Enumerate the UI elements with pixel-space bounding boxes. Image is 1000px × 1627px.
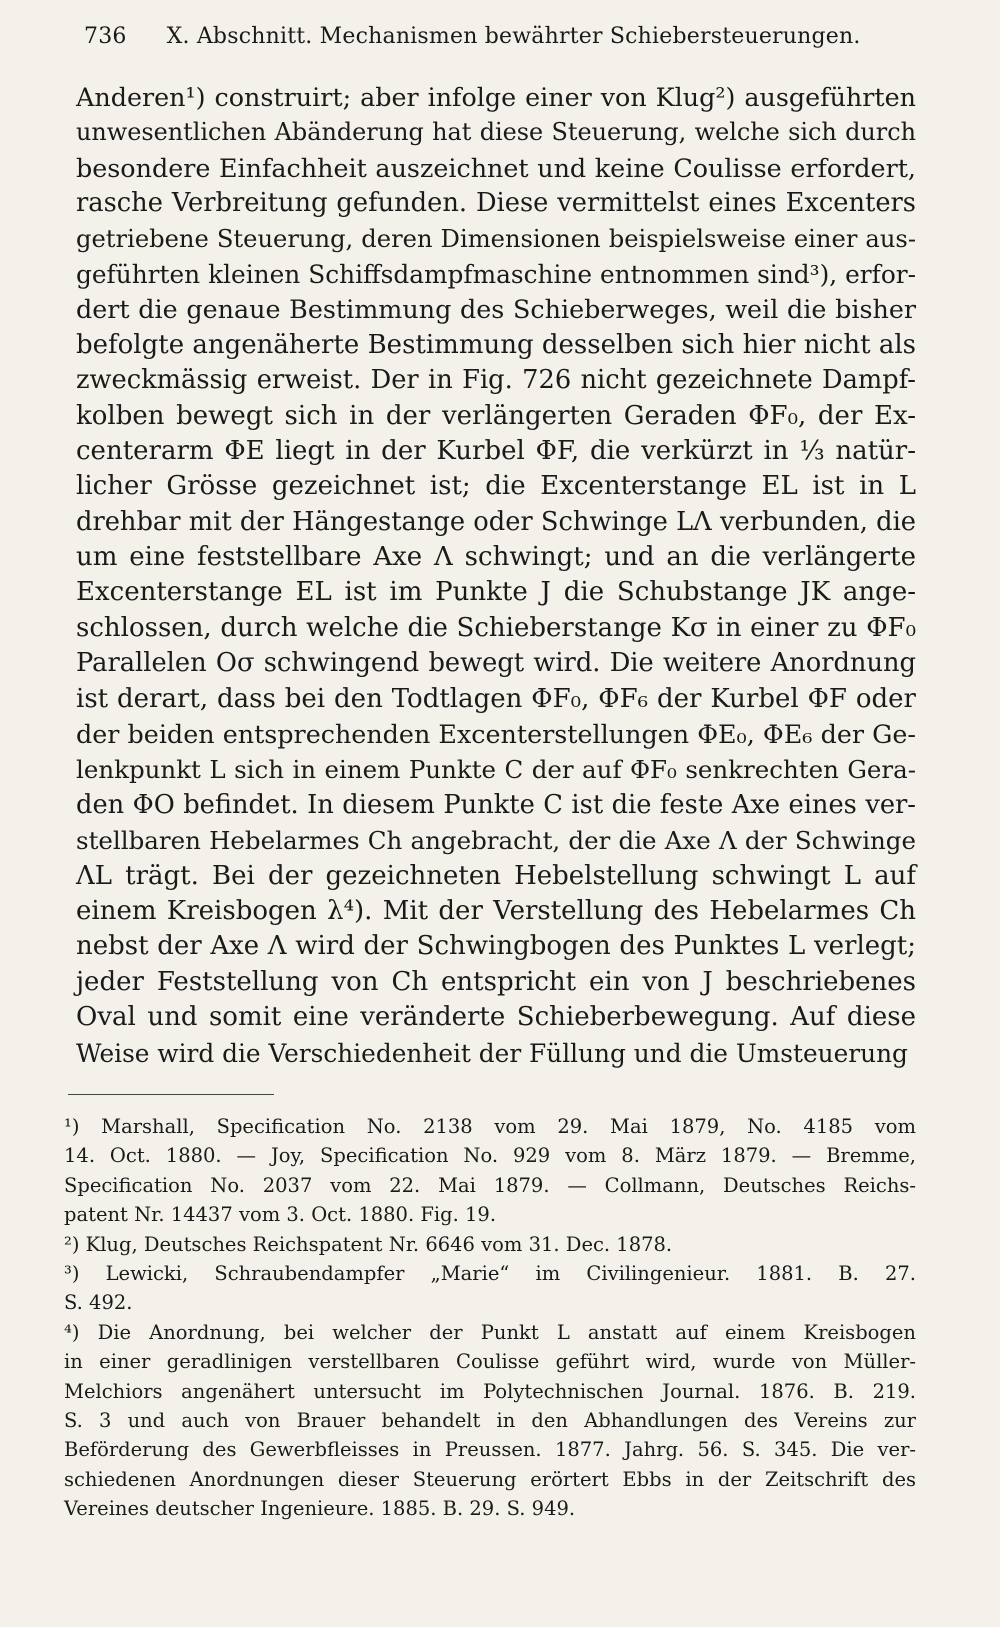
- footnote-line: patent Nr. 14437 vom 3. Oct. 1880. Fig. 19.: [64, 1203, 497, 1227]
- text-line: stellbaren Hebelarmes Ch angebracht, der die Axe Λ der Schwinge: [76, 826, 916, 856]
- text-line: drehbar mit der Hängestange oder Schwinge LΛ verbunden, die: [76, 506, 916, 537]
- running-header: [84, 24, 914, 49]
- text-line: kolben bewegt sich in der verlängerten Geraden ΦF₀, der Ex-: [76, 400, 916, 431]
- footnote-line: Vereines deutscher Ingenieure. 1885. B. 29. S. 949.: [64, 1497, 576, 1521]
- text-line: ΛL trägt. Bei der gezeichneten Hebelstellung schwingt L auf: [76, 860, 916, 891]
- text-line: um eine feststellbare Axe Λ schwingt; und an die verlängerte: [76, 542, 916, 573]
- footnotes: [64, 1112, 916, 1523]
- text-line: getriebene Steuerung, deren Dimensionen beispielsweise einer aus-: [76, 224, 916, 253]
- running-title: X. Abschnitt. Mechanismen bewährter Schiebersteuerungen.: [166, 24, 861, 49]
- text-line: Weise wird die Verschiedenheit der Füllung und die Umsteuerung: [76, 1038, 908, 1068]
- page-number: 736: [84, 24, 127, 49]
- footnote-line: ³) Lewicki, Schraubendampfer „Marie“ im Civilingenieur. 1881. B. 27.: [64, 1261, 916, 1285]
- footnote-line: Beförderung des Gewerbfleisses in Preussen. 1877. Jahrg. 56. S. 345. Die ver-: [64, 1438, 916, 1462]
- footnote-line: ⁴) Die Anordnung, bei welcher der Punkt L anstatt auf einem Kreisbogen: [64, 1320, 916, 1344]
- footnote-separator: [68, 1094, 274, 1095]
- text-line: unwesentlichen Abänderung hat diese Steuerung, welche sich durch: [76, 118, 916, 147]
- text-line: schlossen, durch welche die Schieberstange Kσ in einer zu ΦF₀: [76, 612, 916, 643]
- text-line: geführten kleinen Schiffsdampfmaschine entnommen sind³), erfor-: [76, 259, 916, 289]
- text-line: zweckmässig erweist. Der in Fig. 726 nicht gezeichnete Dampf-: [76, 365, 916, 396]
- text-line: der beiden entsprechenden Excenterstellungen ΦE₀, ΦE₆ der Ge-: [76, 719, 916, 750]
- footnote-line: 14. Oct. 1880. — Joy, Specification No. 929 vom 8. März 1879. — Bremme,: [64, 1144, 916, 1168]
- footnote-line: ²) Klug, Deutsches Reichspatent Nr. 6646 vom 31. Dec. 1878.: [64, 1232, 673, 1256]
- text-line: centerarm ΦE liegt in der Kurbel ΦF, die verkürzt in ⅓ natür-: [76, 435, 916, 466]
- text-line: Oval und somit eine veränderte Schieberbewegung. Auf diese: [76, 1002, 916, 1033]
- text-line: Excenterstange EL ist im Punkte J die Schubstange JK ange-: [76, 577, 916, 608]
- text-line: den ΦO befindet. In diesem Punkte C ist die feste Axe eines ver-: [76, 789, 916, 820]
- text-line: licher Grösse gezeichnet ist; die Excenterstange EL ist in L: [76, 471, 916, 502]
- text-line: dert die genaue Bestimmung des Schieberweges, weil die bisher: [76, 294, 916, 325]
- footnote-line: S. 3 und auch von Brauer behandelt in den Abhandlungen des Vereins zur: [64, 1408, 916, 1432]
- text-line: Parallelen Oσ schwingend bewegt wird. Die weitere Anordnung: [76, 648, 916, 679]
- text-line: besondere Einfachheit auszeichnet und keine Coulisse erfordert,: [76, 152, 916, 183]
- footnote-line: ¹) Marshall, Specification No. 2138 vom 29. Mai 1879, No. 4185 vom: [64, 1115, 916, 1138]
- text-line: rasche Verbreitung gefunden. Diese vermittelst eines Excenters: [76, 188, 916, 219]
- text-line: nebst der Axe Λ wird der Schwingbogen des Punktes L verlegt;: [76, 931, 916, 962]
- main-text: [76, 80, 916, 1071]
- footnote-line: Specification No. 2037 vom 22. Mai 1879. — Collmann, Deutsches Reichs-: [64, 1173, 916, 1197]
- footnote-line: S. 492.: [64, 1291, 133, 1315]
- text-line: ist derart, dass bei den Todtlagen ΦF₀, ΦF₆ der Kurbel ΦF oder: [76, 683, 916, 714]
- footnote-line: schiedenen Anordnungen dieser Steuerung erörtert Ebbs in der Zeitschrift des: [64, 1467, 916, 1491]
- text-line: lenkpunkt L sich in einem Punkte C der auf ΦF₀ senkrechten Gera-: [76, 755, 916, 785]
- footnote-line: Melchiors angenähert untersucht im Polytechnischen Journal. 1876. B. 219.: [64, 1379, 916, 1403]
- text-line: befolgte angenäherte Bestimmung desselben sich hier nicht als: [76, 329, 916, 360]
- text-line: jeder Feststellung von Ch entspricht ein von J beschriebenes: [76, 966, 916, 997]
- footnote-line: in einer geradlinigen verstellbaren Coulisse geführt wird, wurde von Müller-: [64, 1350, 916, 1374]
- text-line: einem Kreisbogen λ⁴). Mit der Verstellung des Hebelarmes Ch: [76, 895, 916, 926]
- text-line: Anderen¹) construirt; aber infolge einer von Klug²) ausgeführten: [76, 82, 916, 112]
